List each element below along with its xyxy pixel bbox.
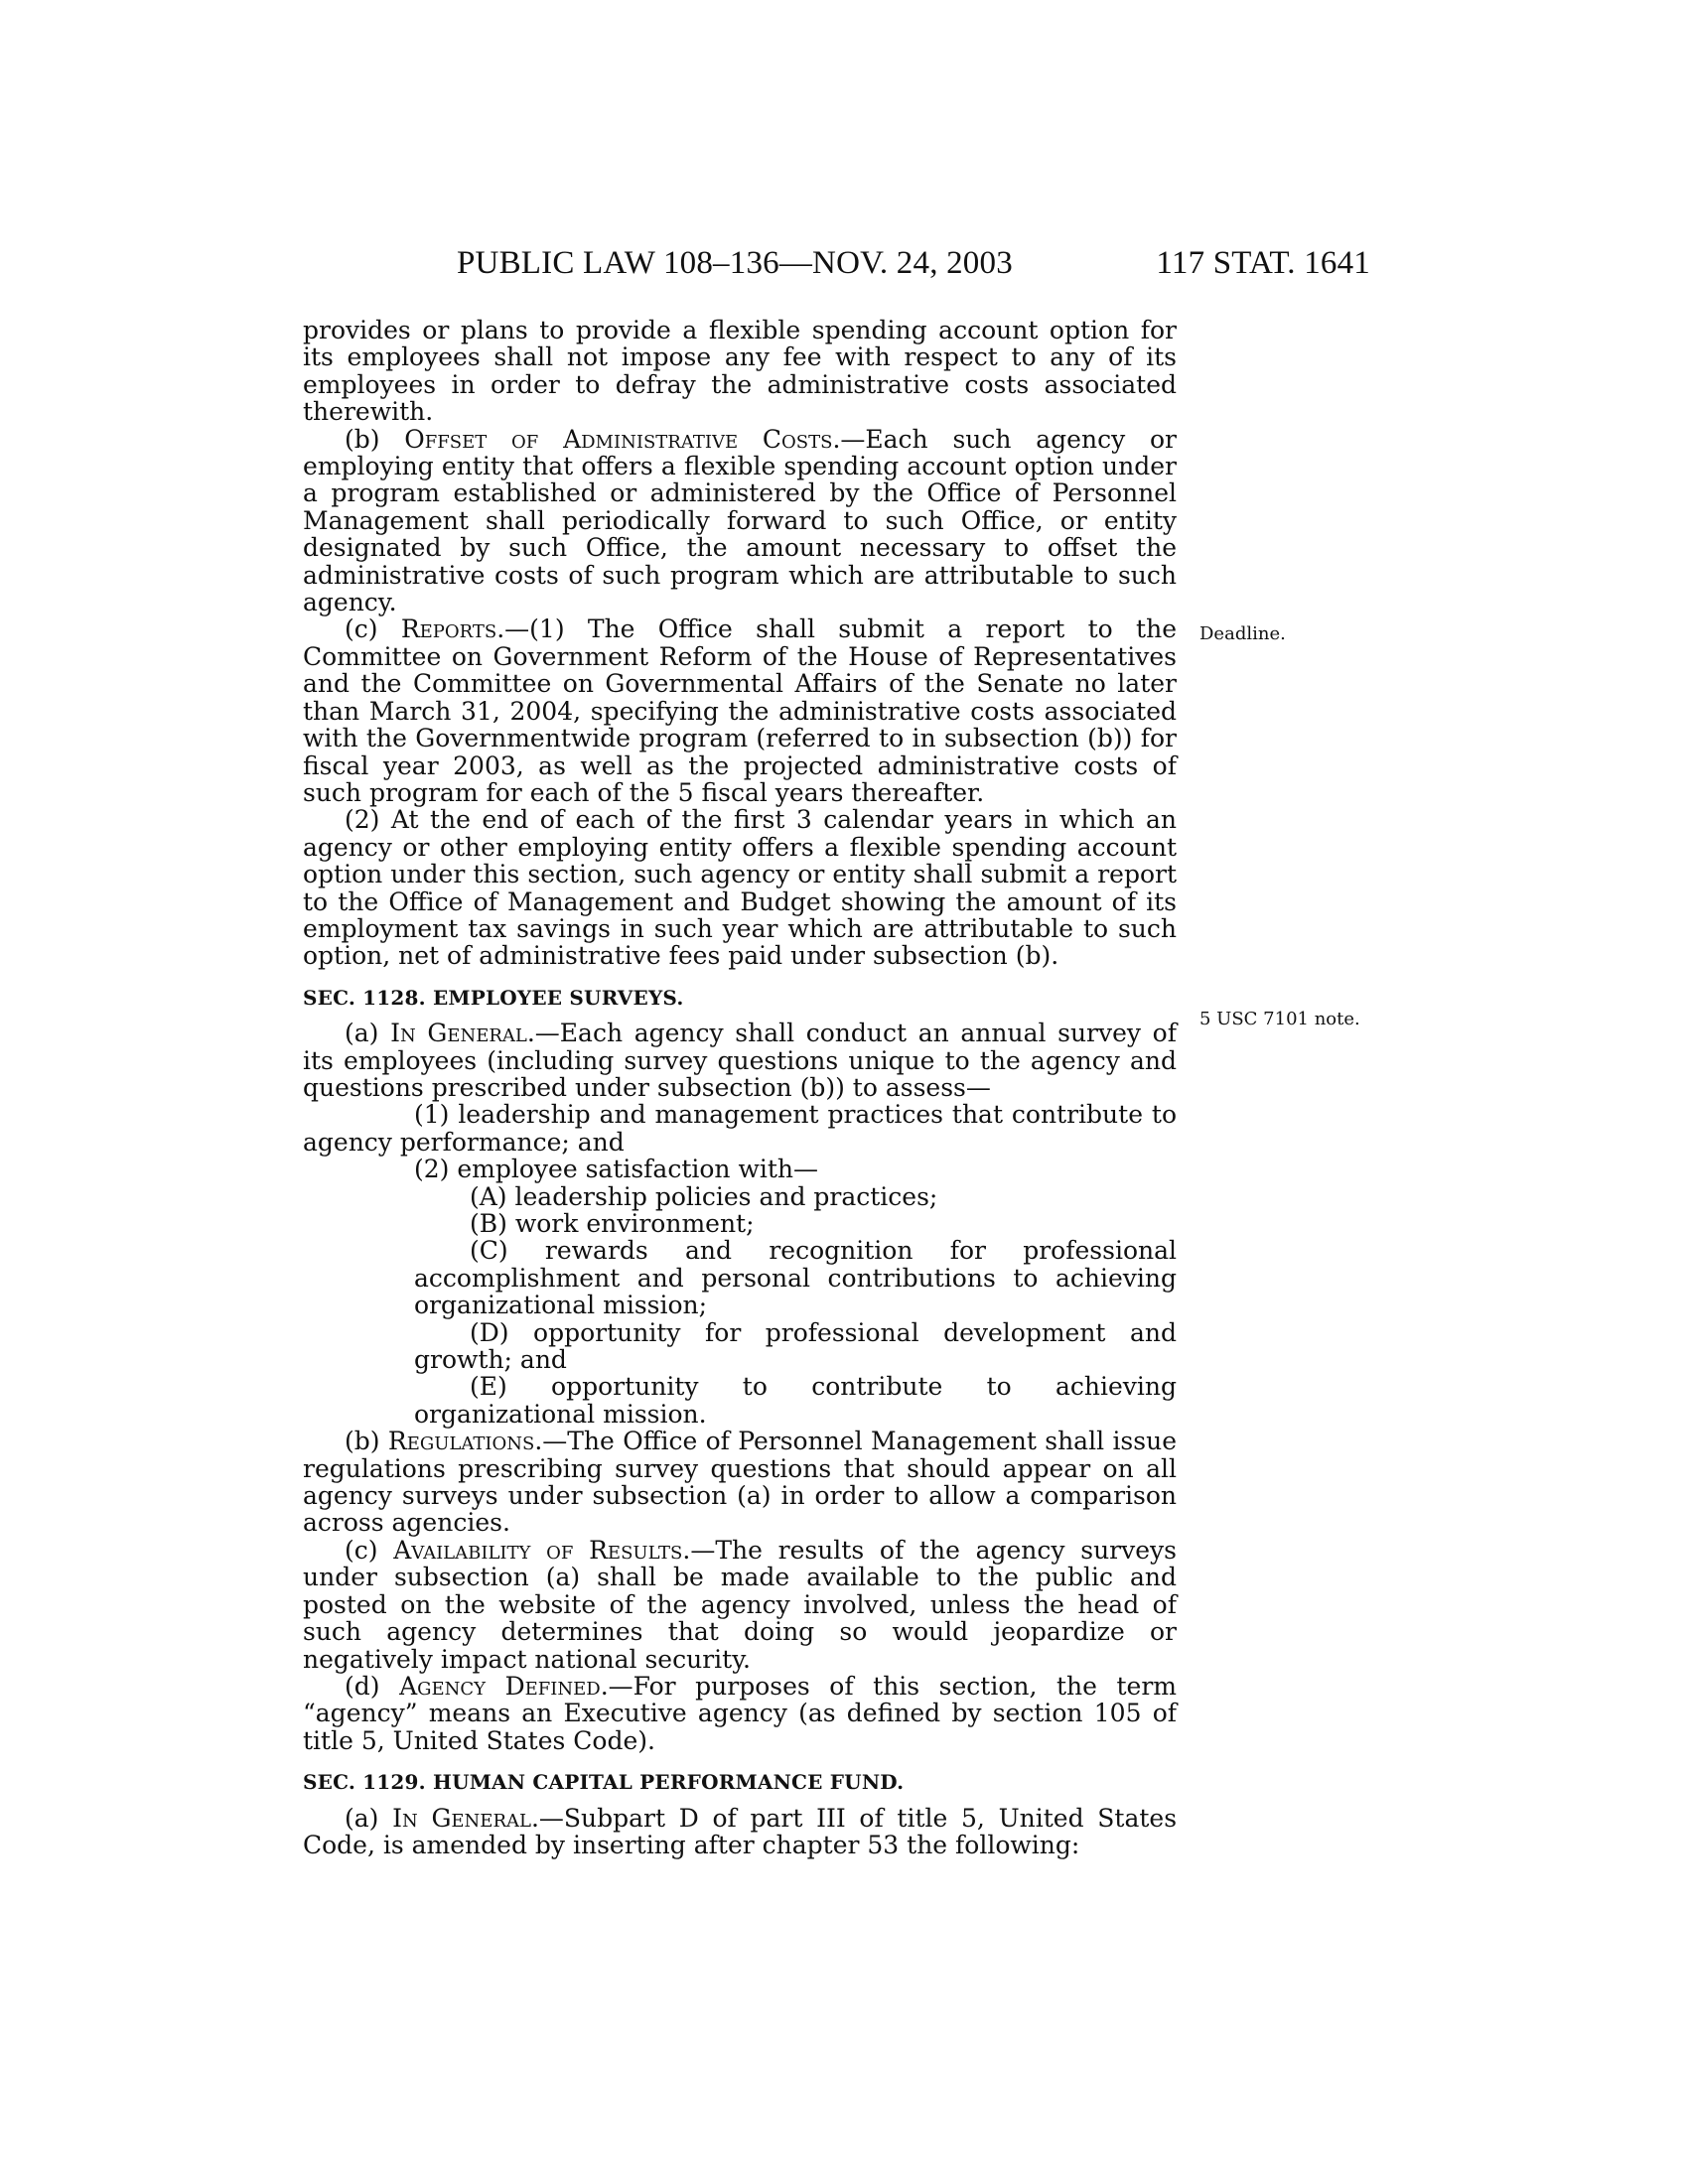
- sec1128-item-2: (2) employee satisfaction with—: [414, 1155, 819, 1184]
- sec1128-item-1: (1) leadership and management practices that contribute to agency performance; and: [303, 1100, 1177, 1157]
- label: (c): [345, 1535, 394, 1565]
- sec1128-item-b: (B) work environment;: [470, 1209, 755, 1238]
- subsection-heading: Regulations: [387, 1427, 535, 1456]
- subsection-heading: Reports: [400, 614, 497, 644]
- margin-note-usc: 5 USC 7101 note.: [1199, 1009, 1360, 1029]
- body-text: [303, 317, 1177, 1858]
- paragraph-text: .—Each such agency or employing entity that offers a flexible spending account option under a program established or administered by the Office of Personnel Management shall periodically forward to such Office, or entity designated by such Office, the amount necessary to offset the administrative costs of such program which are attributable to such agency.: [303, 424, 1177, 617]
- subsection-heading: Agency Defined: [399, 1671, 601, 1701]
- sec1128-b: [303, 1428, 1177, 1537]
- paragraph-text: .—Subpart D of part III of title 5, United States Code, is amended by inserting after chapter 53 the following:: [303, 1803, 1178, 1859]
- label: (b): [345, 424, 405, 454]
- paragraph-text: .—For purposes of this section, the term “agency” means an Executive agency (as defined by section 105 of title 5, United States Code).: [303, 1671, 1177, 1755]
- label: (a): [345, 1019, 391, 1048]
- sec1129-a: [303, 1805, 1177, 1859]
- margin-note-deadline: Deadline.: [1199, 623, 1286, 644]
- sec1128-d: [303, 1673, 1177, 1754]
- paragraph-continuation: provides or plans to provide a flexible spending account option for its employees shall not impose any fee with respect to any of its employees in order to defray the administrative costs associated therewith.: [303, 316, 1177, 427]
- subsection-heading: In General: [390, 1019, 527, 1048]
- paragraph-text: .—(1) The Office shall submit a report to the Committee on Government Reform of the House of Representatives and the Committee on Governmental Affairs of the Senate no later than March 31, 2004, specifying the administrative costs associated with the Governmentwide program (referred to in subsection (b)) for fiscal year 2003, as well as the projected administrative costs of such program for each of the 5 fiscal years thereafter.: [303, 614, 1177, 807]
- sec1128-c: [303, 1537, 1177, 1673]
- label: (c): [345, 614, 401, 644]
- sec1128-item-d: (D) opportunity for professional development and growth; and: [414, 1317, 1177, 1375]
- label: (a): [345, 1803, 393, 1833]
- paragraph-text: .—The Office of Personnel Management shall issue regulations prescribing survey questions that should appear on all agency surveys under subsection (a) in order to allow a comparison across agencies.: [303, 1427, 1177, 1538]
- subsection-heading: Availability of Results: [393, 1535, 683, 1565]
- sec1128-item-e: (E) opportunity to contribute to achieving organizational mission.: [414, 1372, 1177, 1429]
- paragraph-c2: (2) At the end of each of the first 3 calendar years in which an agency or other employing entity offers a flexible spending account option under this section, such agency or entity shall submit a report to the Office of Management and Budget showing the amount of its employment tax savings in such year which are attributable to such option, net of administrative fees paid under subsection (b).: [303, 805, 1177, 971]
- running-title: PUBLIC LAW 108–136—NOV. 24, 2003: [457, 245, 1013, 281]
- sec1128-a: [303, 1020, 1177, 1101]
- section-1129-heading: SEC. 1129. HUMAN CAPITAL PERFORMANCE FUND.: [303, 1770, 905, 1795]
- statute-page-number: 117 STAT. 1641: [1156, 245, 1370, 281]
- paragraph-c-reports: [303, 615, 1177, 806]
- paragraph-b-offset: [303, 426, 1177, 616]
- paragraph-text: .—Each agency shall conduct an annual survey of its employees (including survey questions unique to the agency and questions prescribed under subsection (b)) to assess—: [303, 1019, 1177, 1102]
- paragraph-text: .—The results of the agency surveys under subsection (a) shall be made available to the public and posted on the website of the agency involved, unless the head of such agency determines that doing so would jeopardize or negatively impact national security.: [303, 1535, 1177, 1674]
- page-header: [298, 245, 1370, 291]
- subsection-heading: In General: [392, 1803, 531, 1833]
- sec1128-item-a: (A) leadership policies and practices;: [470, 1181, 938, 1211]
- sec1128-item-c: (C) rewards and recognition for professional accomplishment and personal contributions to achieving organizational mission;: [414, 1236, 1177, 1320]
- section-1128-heading: SEC. 1128. EMPLOYEE SURVEYS.: [303, 985, 684, 1010]
- label: (b): [345, 1427, 388, 1456]
- subsection-heading: Offset of Administrative Costs: [404, 424, 833, 454]
- label: (d): [345, 1671, 400, 1701]
